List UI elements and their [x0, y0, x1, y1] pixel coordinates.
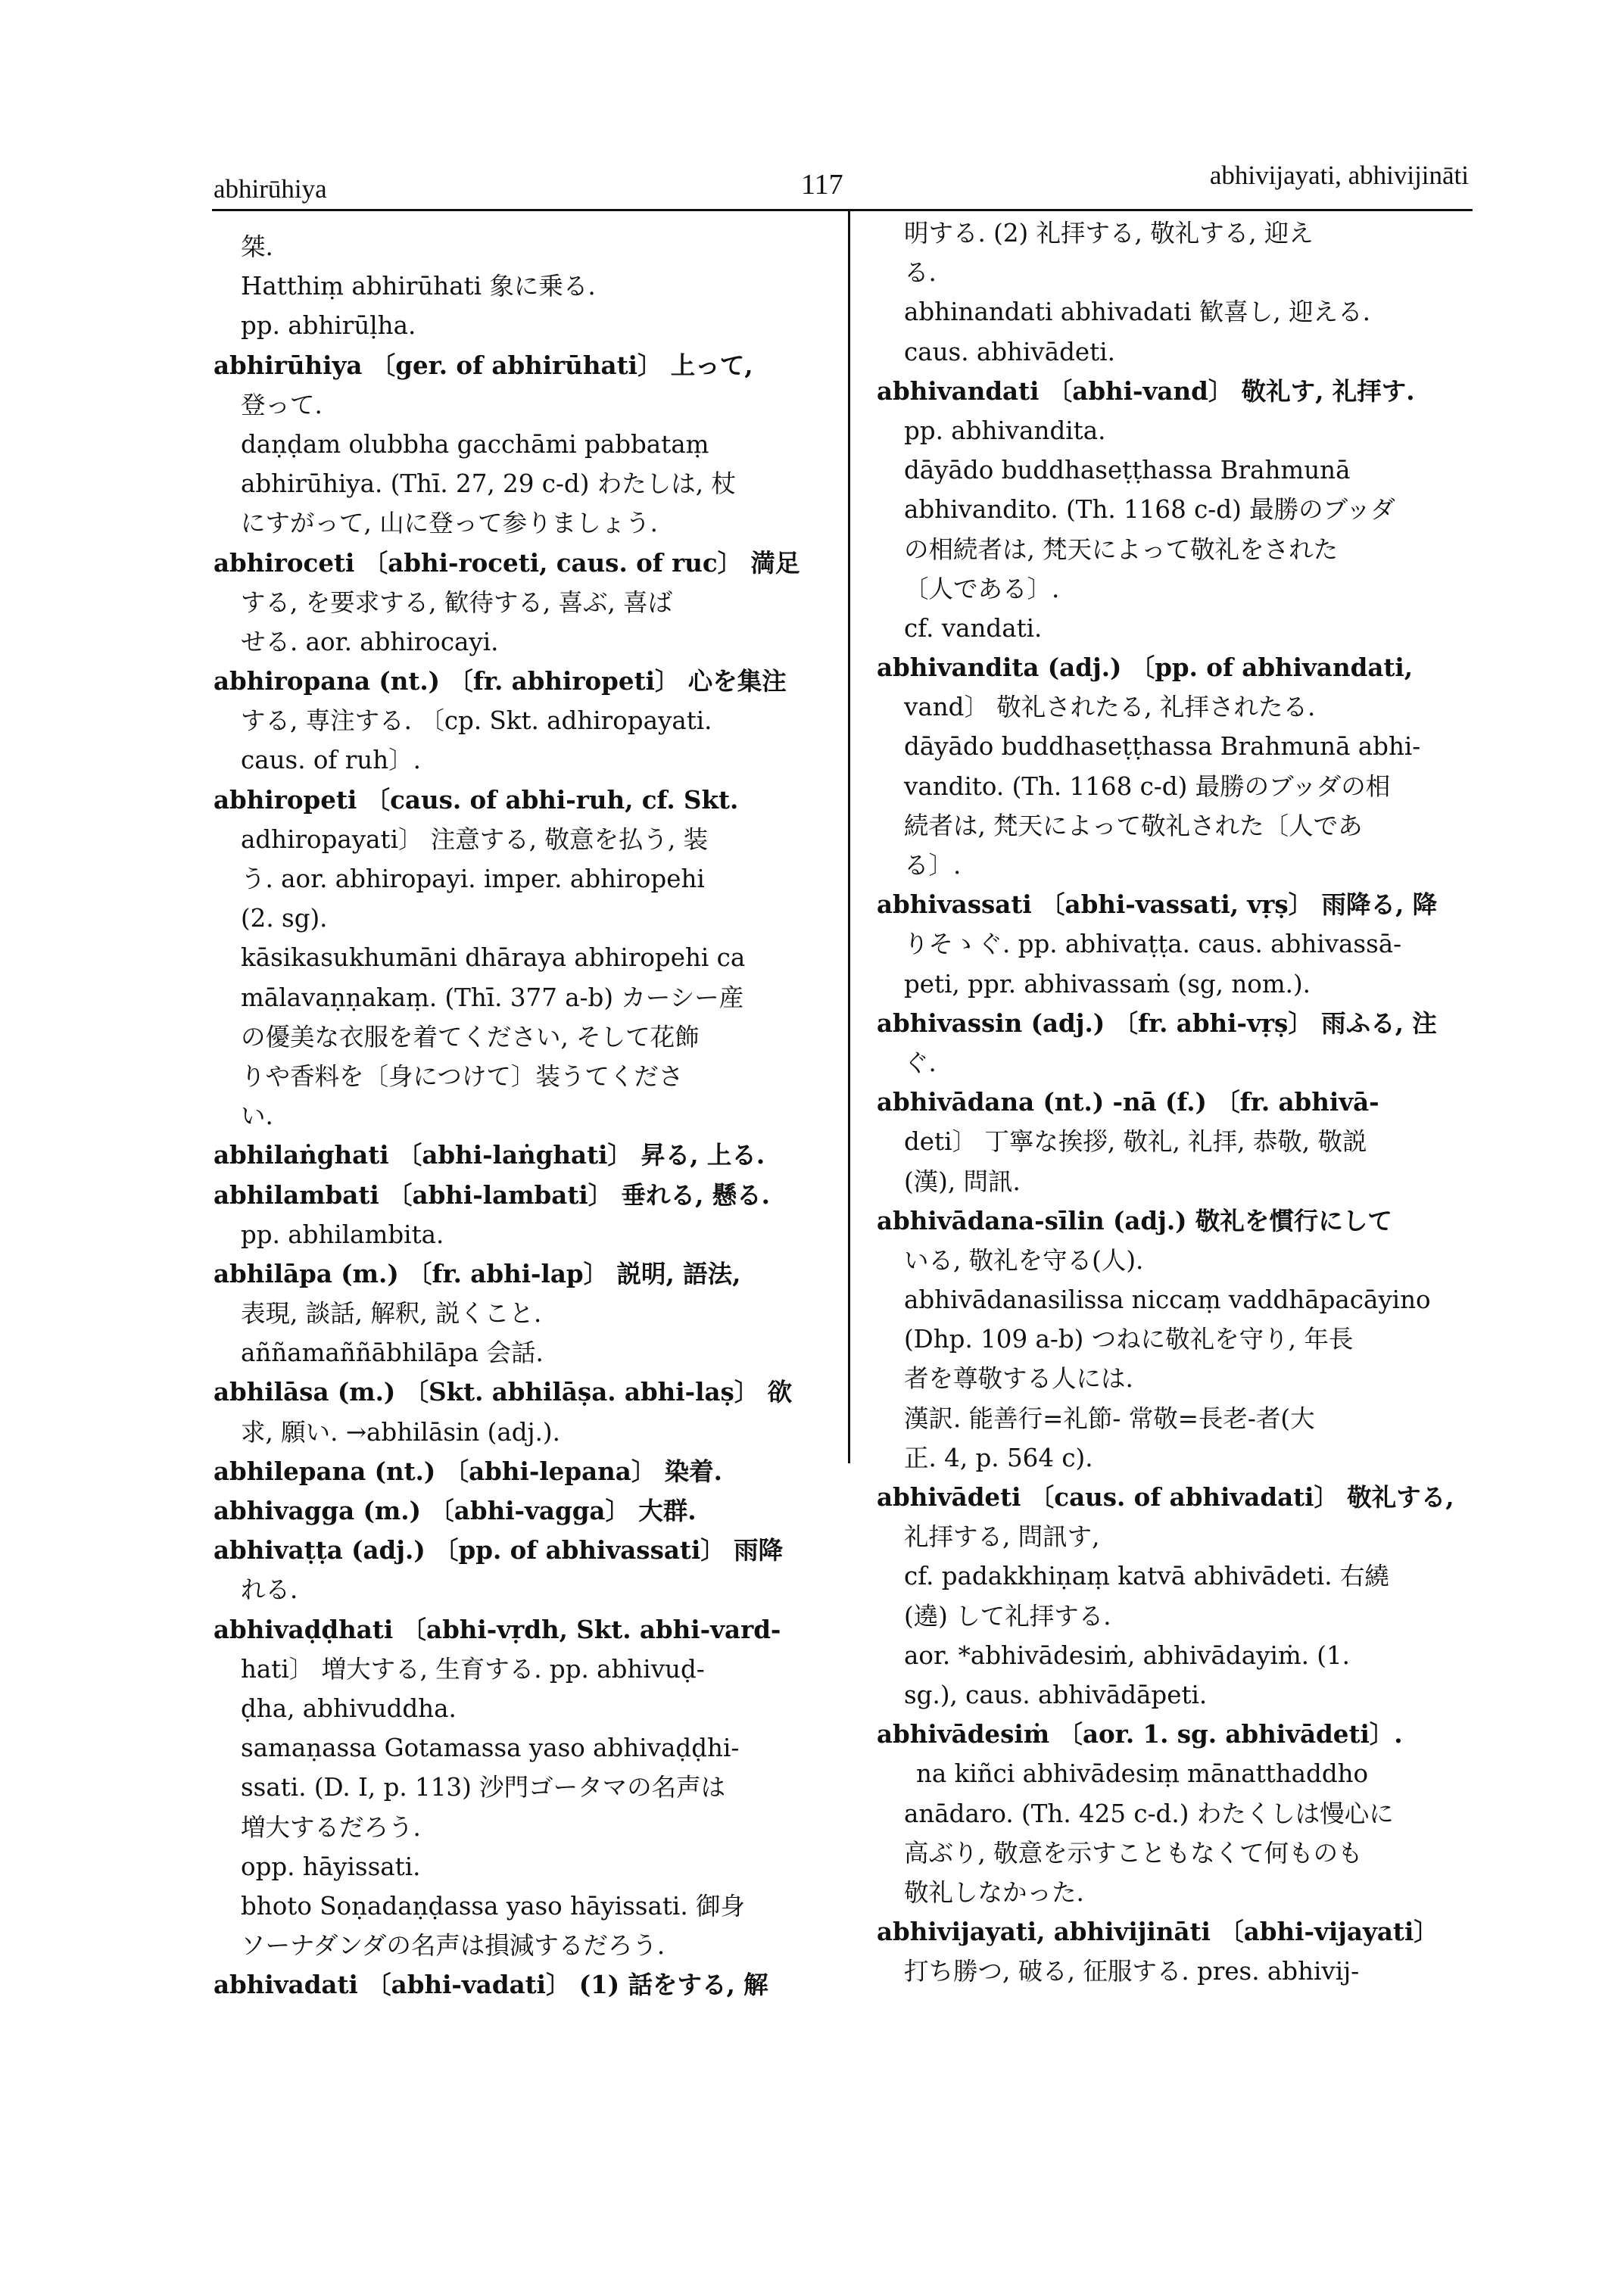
left-column: [214, 227, 849, 2005]
entry-text-line: abhirūhiya. (Thī. 27, 29 c-d) わたしは, 杖: [241, 469, 736, 499]
entry-headword-line: abhivādana (nt.) -nā (f.) 〔fr. abhivā-: [877, 1087, 1379, 1117]
entry-text-line: caus. of ruh〕.: [241, 746, 422, 775]
entry-text-line: の優美な衣服を着てください, そして花飾: [241, 1022, 700, 1051]
entry-headword-line: abhiropeti 〔caus. of abhi-ruh, cf. Skt.: [214, 784, 739, 815]
entry-text-line: りそゝぐ. pp. abhivaṭṭa. caus. abhivassā-: [904, 930, 1402, 959]
right-guide-word: abhivijayati, abhivijināti: [1209, 160, 1469, 190]
entry-text-line: い.: [241, 1101, 273, 1131]
entry-headword-line: abhivassin (adj.) 〔fr. abhi-vṛṣ〕 雨ふる, 注: [877, 1008, 1437, 1038]
entry-text-line: する, を要求する, 歓待する, 喜ぶ, 喜ば: [241, 587, 673, 617]
entry-headword-line: abhivaḍḍhati 〔abhi-vṛdh, Skt. abhi-vard-: [214, 1614, 781, 1644]
entry-headword-line: abhiroceti 〔abhi-roceti, caus. of ruc〕 満足: [214, 547, 800, 578]
entry-text-line: 打ち勝つ, 破る, 征服する. pres. abhivij-: [904, 1957, 1360, 1986]
entry-text-line: る.: [904, 258, 937, 288]
entry-text-line: 登って.: [241, 390, 323, 419]
entry-text-line: 者を尊敬する人には.: [904, 1364, 1133, 1394]
entry-text-line: opp. hāyissati.: [241, 1852, 421, 1881]
entry-headword-line: abhivandati 〔abhi-vand〕 敬礼す, 礼拝す.: [877, 375, 1415, 406]
entry-text-line: せる. aor. abhirocayi.: [241, 627, 499, 656]
entry-headword-line: abhilambati 〔abhi-lambati〕 垂れる, 懸る.: [214, 1179, 770, 1210]
entry-text-line: 桀.: [241, 232, 273, 261]
entry-text-line: ḍha, abhivuddha.: [241, 1693, 457, 1723]
entry-text-line: ぐ.: [904, 1048, 937, 1077]
entry-text-line: 表現, 談話, 解釈, 説くこと.: [241, 1299, 542, 1329]
entry-text-line: (Dhp. 109 a-b) つねに敬礼を守り, 年長: [904, 1325, 1354, 1354]
entry-text-line: vand〕 敬礼されたる, 礼拝されたる.: [904, 693, 1316, 722]
entry-text-line: る〕.: [904, 851, 962, 880]
entry-headword-line: abhirūhiya 〔ger. of abhirūhati〕 上って,: [214, 350, 753, 380]
entry-headword-line: abhivadati 〔abhi-vadati〕 (1) 話をする, 解: [214, 1970, 768, 2000]
entry-text-line: pp. abhivandita.: [904, 416, 1106, 445]
entry-text-line: の相続者は, 梵天によって敬礼をされた: [904, 534, 1339, 564]
entry-text-line: pp. abhilambita.: [241, 1220, 444, 1249]
entry-headword-line: abhilāpa (m.) 〔fr. abhi-lap〕 説明, 語法,: [214, 1258, 741, 1288]
entry-text-line: samaṇassa Gotamassa yaso abhivaḍḍhi-: [241, 1734, 740, 1763]
entry-text-line: う. aor. abhiropayi. imper. abhiropehi: [241, 865, 705, 893]
entry-headword-line: abhiropana (nt.) 〔fr. abhiropeti〕 心を集注: [214, 666, 787, 696]
entry-text-line: cf. padakkhiṇaṃ katvā abhivādeti. 右繞: [904, 1562, 1389, 1591]
entry-text-line: 明する. (2) 礼拝する, 敬礼する, 迎え: [904, 219, 1314, 248]
entry-text-line: caus. abhivādeti.: [904, 337, 1115, 366]
entry-text-line: sg.), caus. abhivādāpeti.: [904, 1680, 1208, 1709]
entry-text-line: 正. 4, p. 564 c).: [904, 1443, 1093, 1472]
entry-text-line: 礼拝する, 問訊す,: [904, 1522, 1100, 1552]
entry-text-line: dāyādo buddhaseṭṭhassa Brahmunā: [904, 456, 1351, 485]
entry-text-line: cf. vandati.: [904, 613, 1043, 643]
entry-text-line: 〔人である〕.: [904, 574, 1060, 603]
entry-text-line: dāyādo buddhaseṭṭhassa Brahmunā abhi-: [904, 732, 1421, 762]
entry-text-line: 増大するだろう.: [241, 1812, 421, 1842]
entry-headword-line: abhilepana (nt.) 〔abhi-lepana〕 染着.: [214, 1456, 722, 1486]
page-number: 117: [801, 169, 843, 201]
header-rule: [212, 209, 1473, 211]
entry-text-line: peti, ppr. abhivassaṁ (sg, nom.).: [904, 969, 1311, 999]
entry-text-line: vandito. (Th. 1168 c-d) 最勝のブッダの相: [904, 771, 1391, 801]
entry-text-line: mālavaṇṇakaṃ. (Thī. 377 a-b) カーシー産: [241, 983, 744, 1012]
entry-text-line: (遶) して礼拝する.: [904, 1601, 1111, 1631]
entry-text-line: りや香料を〔身につけて〕装うてくださ: [241, 1061, 684, 1091]
entry-text-line: 漢訳. 能善行=礼節- 常敬=長老-者(大: [904, 1404, 1315, 1433]
entry-text-line: にすがって, 山に登って参りましょう.: [241, 509, 658, 538]
entry-text-line: pp. abhirūḷha.: [241, 311, 416, 341]
entry-text-line: abhinandati abhivadati 歓喜し, 迎える.: [904, 298, 1370, 327]
entry-text-line: bhoto Soṇadaṇḍassa yaso hāyissati. 御身: [241, 1891, 745, 1921]
entry-text-line: ソーナダンダの名声は損減するだろう.: [241, 1931, 665, 1961]
entry-text-line: れる.: [241, 1575, 298, 1605]
entry-text-line: (漢), 問訊.: [904, 1167, 1021, 1196]
entry-headword-line: abhivijayati, abhivijināti 〔abhi-vijayati〕: [877, 1917, 1439, 1947]
right-column: [877, 213, 1490, 1991]
entry-headword-line: abhivādeti 〔caus. of abhivadati〕 敬礼する,: [877, 1482, 1454, 1512]
entry-headword-line: abhivādana-sīlin (adj.) 敬礼を慣行にして: [877, 1205, 1392, 1235]
entry-text-line: na kiñci abhivādesiṃ mānatthaddho: [916, 1759, 1369, 1789]
entry-headword-line: abhilāsa (m.) 〔Skt. abhilāṣa. abhi-laṣ〕 欲: [214, 1377, 793, 1407]
entry-text-line: deti〕 丁寧な挨拶, 敬礼, 礼拝, 恭敬, 敬説: [904, 1127, 1367, 1157]
entry-text-line: aññamaññābhilāpa 会話.: [241, 1338, 544, 1368]
entry-text-line: (2. sg).: [241, 904, 328, 933]
entry-headword-line: abhivandita (adj.) 〔pp. of abhivandati,: [877, 653, 1414, 683]
entry-headword-line: abhivaṭṭa (adj.) 〔pp. of abhivassati〕 雨降: [214, 1535, 784, 1566]
entry-text-line: Hatthiṃ abhirūhati 象に乗る.: [241, 272, 596, 301]
entry-text-line: anādaro. (Th. 425 c-d.) わたくしは慢心に: [904, 1799, 1394, 1828]
entry-text-line: kāsikasukhumāni dhāraya abhiropehi ca: [241, 943, 746, 973]
left-guide-word: abhirūhiya: [214, 174, 327, 204]
entry-text-line: 敬礼しなかった.: [904, 1877, 1084, 1907]
entry-headword-line: abhivagga (m.) 〔abhi-vagga〕 大群.: [214, 1496, 697, 1525]
entry-text-line: hati〕 増大する, 生育する. pp. abhivuḍ-: [241, 1654, 705, 1684]
entry-text-line: 続者は, 梵天によって敬礼された〔人であ: [904, 811, 1363, 840]
entry-text-line: aor. *abhivādesiṁ, abhivādayiṁ. (1.: [904, 1640, 1350, 1670]
entry-headword-line: abhivādesiṁ 〔aor. 1. sg. abhivādeti〕.: [877, 1719, 1403, 1749]
entry-text-line: する, 専注する. 〔cp. Skt. adhiropayati.: [241, 706, 712, 736]
entry-text-line: いる, 敬礼を守る(人).: [904, 1245, 1144, 1275]
entry-text-line: abhivandito. (Th. 1168 c-d) 最勝のブッダ: [904, 495, 1395, 525]
entry-text-line: ssati. (D. I, p. 113) 沙門ゴータマの名声は: [241, 1773, 726, 1802]
entry-text-line: adhiropayati〕 注意する, 敬意を払う, 装: [241, 824, 709, 854]
entry-headword-line: abhilaṅghati 〔abhi-laṅghati〕 昇る, 上る.: [214, 1140, 765, 1170]
entry-text-line: daṇḍam olubbha gacchāmi pabbataṃ: [241, 429, 709, 459]
entry-text-line: abhivādanasilissa niccaṃ vaddhāpacāyino: [904, 1285, 1431, 1315]
entry-text-line: 求, 願い. →abhilāsin (adj.).: [241, 1417, 560, 1447]
entry-headword-line: abhivassati 〔abhi-vassati, vṛṣ〕 雨降る, 降: [877, 889, 1438, 920]
entry-text-line: 高ぶり, 敬意を示すこともなくて何ものも: [904, 1838, 1363, 1868]
